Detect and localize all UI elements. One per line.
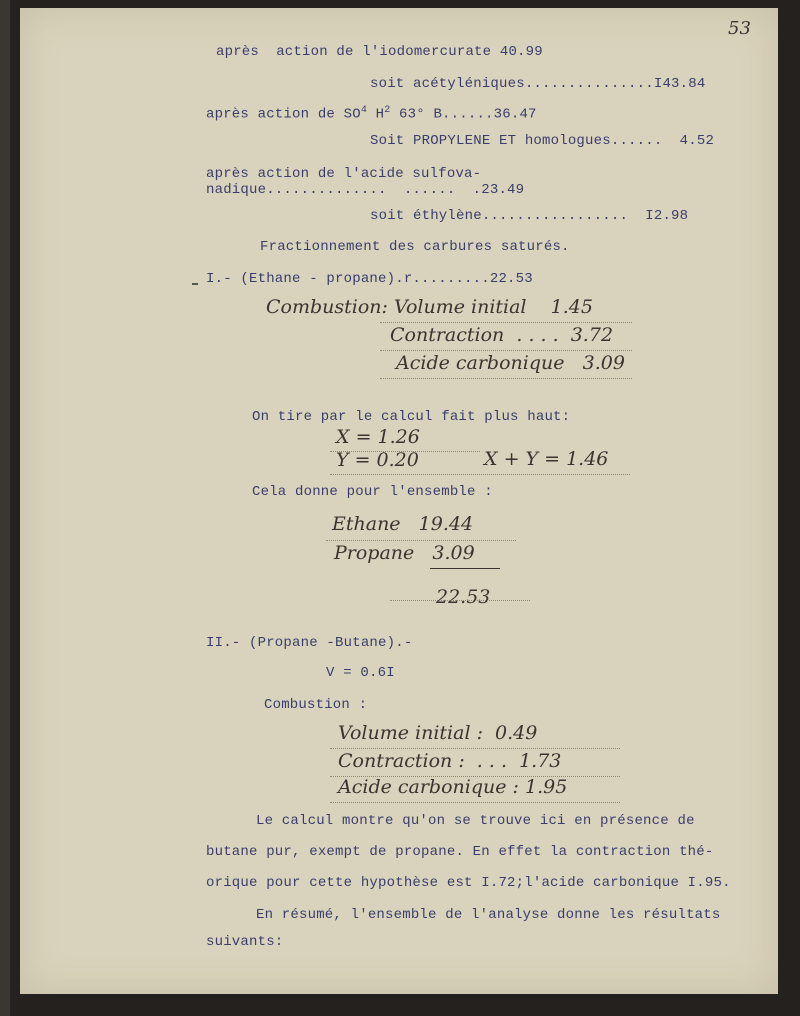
dotted-rule [380,322,632,323]
text-line-orique: orique pour cette hypothèse est I.72;l'acide carbonique I.95. [206,875,731,891]
text-line-1: après action de l'iodomercurate 40.99 [216,44,543,60]
handwritten-contraction: Contraction . . . . 3.72 [390,324,614,346]
text-line-3-c: 63° B......36.47 [390,106,537,123]
text-line-en-resume: En résumé, l'ensemble de l'analyse donne les résultats [256,907,721,923]
text-line-v-value: V = 0.6I [326,665,395,681]
dotted-rule [330,802,620,803]
dotted-rule [330,748,620,749]
handwritten-acide-carbonique-2: Acide carbonique : 1.95 [338,776,568,798]
text-line-3-a: après action de SO [206,106,361,123]
text-line-le-calcul: Le calcul montre qu'on se trouve ici en présence de [256,813,695,829]
text-line-5: après action de l'acide sulfova- [206,166,482,182]
text-line-6: nadique.............. ...... .23.49 [206,182,525,198]
handwritten-contraction-2: Contraction : . . . 1.73 [338,750,562,772]
handwritten-x-plus-y: X + Y = 1.46 [484,448,609,470]
section-heading: Fractionnement des carbures saturés. [260,239,570,255]
handwritten-y-value: Y = 0.20 [336,449,419,471]
text-line-3-sup2: 2 [384,105,391,116]
dotted-rule [390,600,530,601]
text-line-3-b: H [367,106,385,123]
dotted-rule [380,350,632,351]
handwritten-total: 22.53 [436,586,491,608]
handwritten-x-value: X = 1.26 [336,426,420,448]
margin-dash [192,283,198,285]
text-line-2: soit acétyléniques...............I43.84 [370,76,706,92]
text-line-combustion: Combustion : [264,697,368,713]
handwritten-volume-initial: Volume initial : 0.49 [338,722,538,744]
text-line-butane-pur: butane pur, exempt de propane. En effet la contraction thé- [206,844,714,860]
text-line-suivants: suivants: [206,934,284,950]
dotted-rule [326,540,516,541]
sum-underline [430,568,500,569]
page-number: 53 [728,18,751,39]
text-line-7: soit éthylène................. I2.98 [370,208,689,224]
text-line-4: Soit PROPYLENE ET homologues...... 4.52 [370,133,715,149]
section-I-heading: I.- (Ethane - propane).r.........22.53 [206,271,533,287]
section-II-heading: II.- (Propane -Butane).- [206,635,413,651]
handwritten-ethane: Ethane 19.44 [332,513,474,535]
handwritten-combustion-volume: Combustion: Volume initial 1.45 [266,296,593,318]
scan-edge [0,0,10,1016]
text-line-on-tire: On tire par le calcul fait plus haut: [252,409,571,425]
dotted-rule [330,474,630,475]
text-line-3-sup1: 4 [360,105,368,116]
dotted-rule [380,378,632,379]
handwritten-propane: Propane 3.09 [334,542,475,564]
text-line-cela-donne: Cela donne pour l'ensemble : [252,484,493,500]
handwritten-acide-carbonique: Acide carbonique 3.09 [396,352,625,374]
text-line-3 [206,105,537,123]
document-page [20,8,778,994]
